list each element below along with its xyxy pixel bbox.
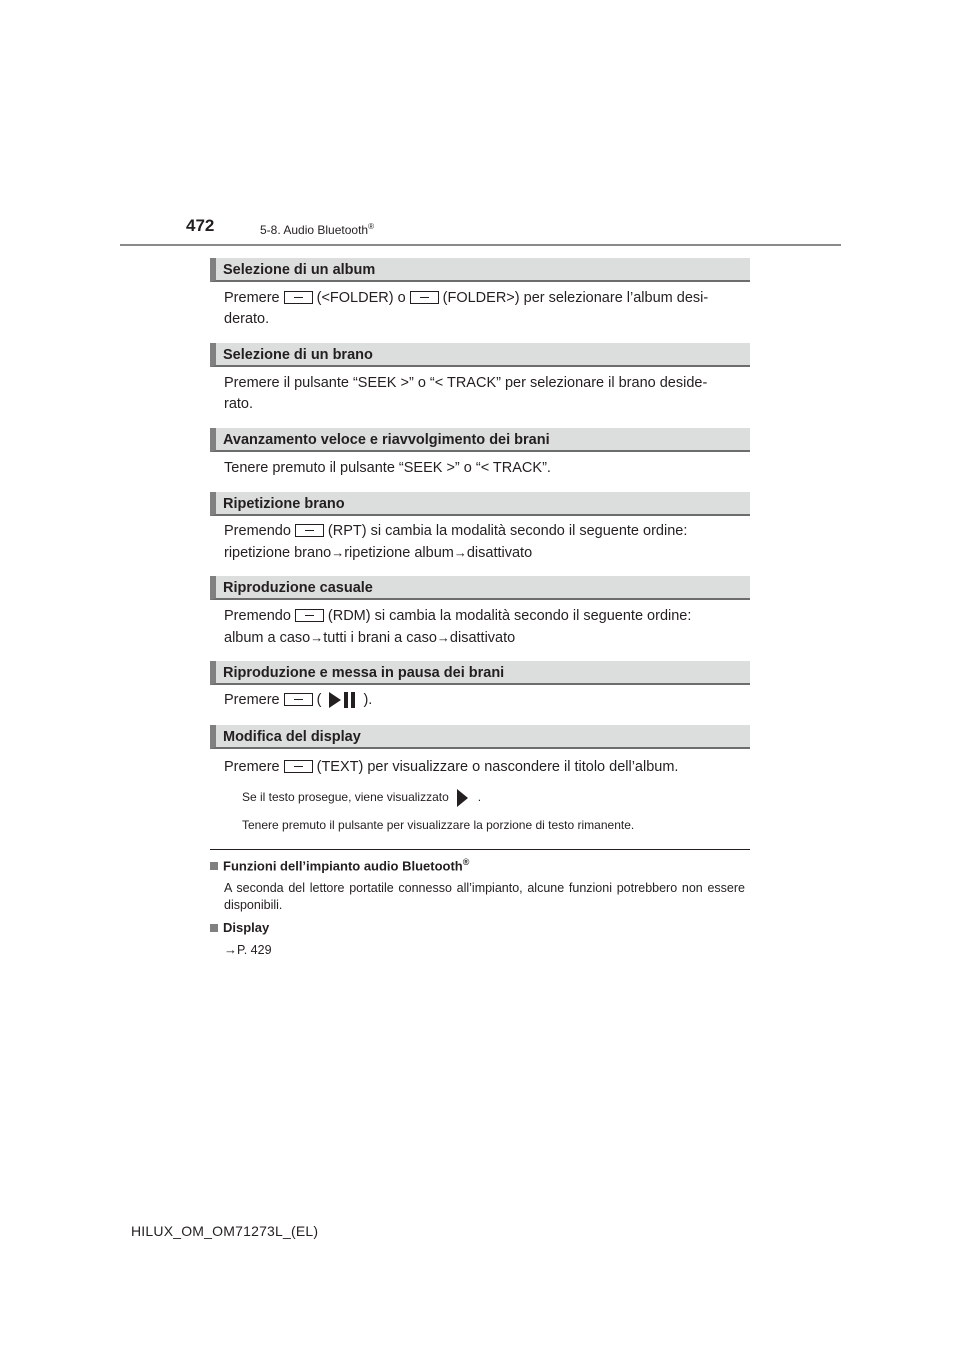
paragraph-random: Premendo (RDM) si cambia la modalità secondo il seguente ordine: album a caso→tutti i brani a caso→disattivato	[224, 608, 692, 646]
square-bullet-icon	[210, 862, 218, 870]
paragraph-album: Premere (<FOLDER) o (FOLDER>) per selezionare l’album desi- derato.	[224, 290, 709, 327]
rpt-button-icon	[295, 524, 324, 537]
text-button-icon	[284, 760, 313, 773]
section-heading: Riproduzione casuale	[223, 580, 373, 596]
square-bullet-icon	[210, 924, 218, 932]
folder-down-button-icon	[284, 291, 313, 304]
section-bar-play-pause	[210, 661, 750, 685]
section-bar-album	[210, 258, 750, 282]
document-code: HILUX_OM_OM71273L_(EL)	[131, 1223, 319, 1239]
paragraph-repeat: Premendo (RPT) si cambia la modalità secondo il seguente ordine: ripetizione brano→ripetizione album→disattivato	[224, 523, 688, 561]
info-divider	[210, 849, 750, 850]
info-heading-bluetooth: Funzioni dell’impianto audio Bluetooth®	[210, 857, 469, 873]
text-continue-triangle-icon	[457, 789, 468, 807]
section-heading: Avanzamento veloce e riavvolgimento dei brani	[223, 432, 550, 448]
note-hold: Tenere premuto il pulsante per visualizzare la porzione di testo rimanente.	[242, 818, 635, 832]
info-text-bluetooth: A seconda del lettore portatile connesso all’impianto, alcune funzioni potrebbero non essere disponibili.	[224, 881, 745, 912]
header-rule	[120, 244, 841, 246]
section-heading: Riproduzione e messa in pausa dei brani	[223, 665, 505, 681]
paragraph-play-pause: Premere ( ).	[224, 692, 373, 708]
arrow-icon: →	[436, 630, 450, 645]
section-heading: Selezione di un album	[223, 262, 376, 278]
section-heading: Ripetizione brano	[223, 496, 345, 512]
folder-up-button-icon	[410, 291, 439, 304]
section-bar-fast-forward	[210, 428, 750, 452]
arrow-icon: →	[453, 545, 467, 560]
paragraph-track: Premere il pulsante “SEEK >” o “< TRACK” per selezionare il brano deside- rato.	[224, 375, 708, 412]
note-continue: Se il testo prosegue, viene visualizzato .	[242, 789, 481, 807]
arrow-icon: →	[224, 942, 237, 957]
rdm-button-icon	[295, 609, 324, 622]
section-bar-display	[210, 725, 750, 749]
paragraph-fast-forward: Tenere premuto il pulsante “SEEK >” o “< TRACK”.	[224, 460, 551, 476]
info-ref-display: →P. 429	[224, 942, 272, 957]
arrow-icon: →	[331, 545, 345, 560]
section-heading: Selezione di un brano	[223, 347, 373, 363]
page-number: 472	[186, 216, 215, 235]
play-pause-icon	[327, 691, 357, 709]
section-heading: Modifica del display	[223, 729, 361, 745]
section-bar-track	[210, 343, 750, 367]
section-bar-random	[210, 576, 750, 600]
info-heading-display: Display	[210, 920, 269, 935]
arrow-icon: →	[310, 630, 324, 645]
paragraph-display: Premere (TEXT) per visualizzare o nascondere il titolo dell’album.	[224, 759, 679, 775]
section-bar-repeat	[210, 492, 750, 516]
section-title: 5-8. Audio Bluetooth®	[260, 222, 374, 237]
play-pause-button-icon	[284, 693, 313, 706]
